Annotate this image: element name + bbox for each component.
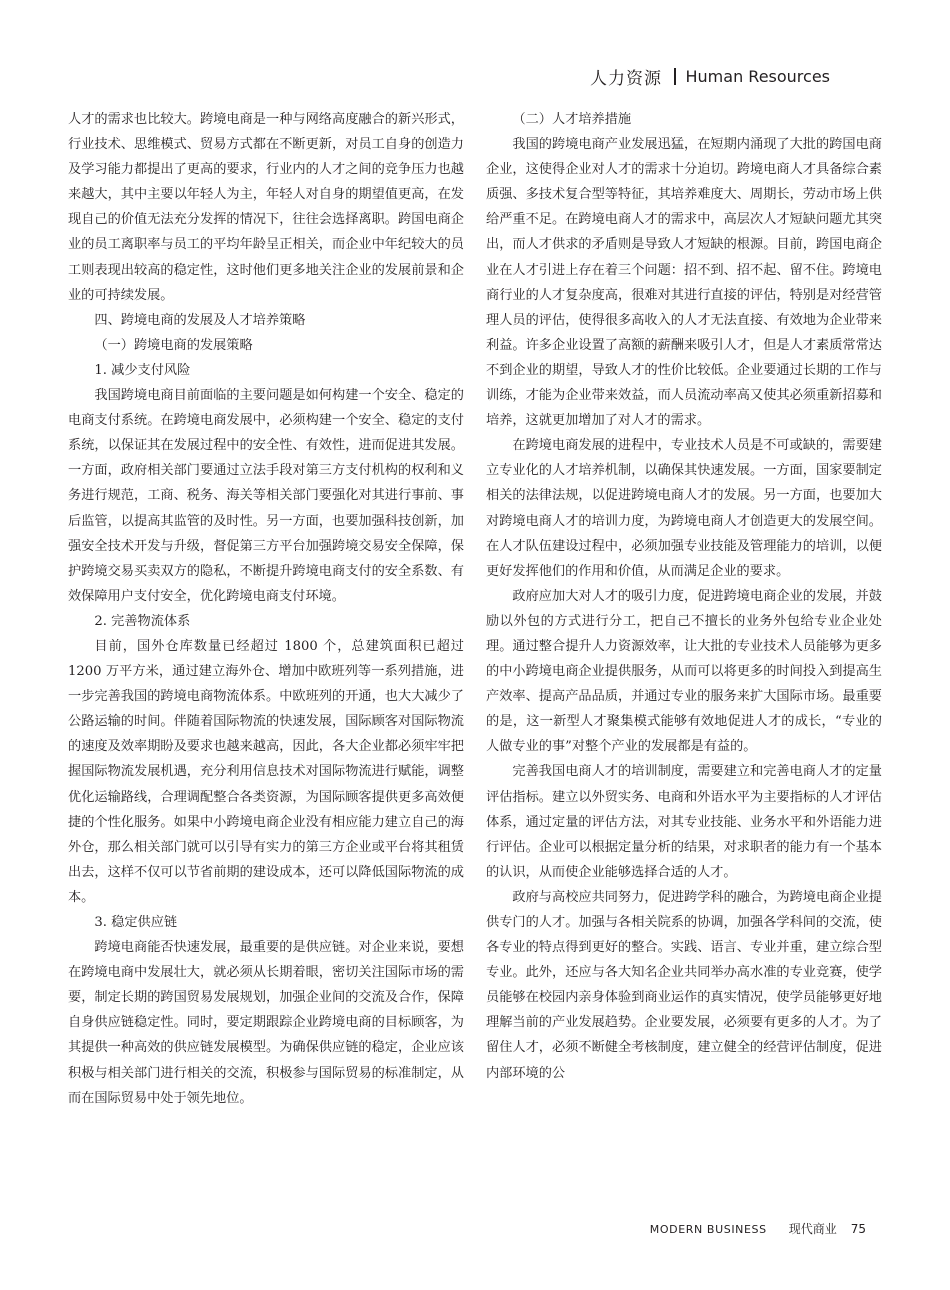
journal-name-en: MODERN BUSINESS bbox=[649, 1223, 767, 1236]
section-heading: 四、跨境电商的发展及人才培养策略 bbox=[94, 312, 306, 328]
item-heading: 2. 完善物流体系 bbox=[94, 613, 191, 629]
item-heading: 1. 减少支付风险 bbox=[94, 362, 191, 378]
paragraph: 跨境电商能否快速发展，最重要的是供应链。对企业来说，要想在跨境电商中发展壮大，就必须从长期着眼，密切关注国际市场的需要，制定长期的跨国贸易发展规划，加强企业间的交流及合作，保障自身供应链稳定性。同时，要定期跟踪企业跨境电商的目标顾客，为其提供一种高效的供应链发展模型。为确保供应链的稳定，企业应该积极与相关部门进行相关的交流，积极参与国际贸易的标准制定，从而在国际贸易中处于领先地位。 bbox=[68, 940, 464, 1106]
paragraph: 政府与高校应共同努力，促进跨学科的融合，为跨境电商企业提供专门的人才。加强与各相关院系的协调，加强各学科间的交流，使各专业的特点得到更好的整合。实践、语言、专业并重，建立综合型专业。此外，还应与各大知名企业共同举办高水准的专业竞赛，使学员能够在校园内亲身体验到商业运作的真实情况，使学员能够更好地理解当前的产业发展趋势。企业要发展，必须要有更多的人才。为了留住人才，必须不断健全考核制度，建立健全的经营评估制度，促进内部环境的公 bbox=[486, 889, 882, 1081]
paragraph-intro: 人才的需求也比较大。跨境电商是一种与网络高度融合的新兴形式，行业技术、思维模式、贸易方式都在不断更新，对员工自身的创造力及学习能力都提出了更高的要求，行业内的人才之间的竞争压力也越来越大，其中主要以年轻人为主，年轻人对自身的期望值更高，在发现自己的价值无法充分发挥的情况下，往往会选择离职。跨国电商企业的员工离职率与员工的平均年龄呈正相关，而企业中年纪较大的员工则表现出较高的稳定性，这时他们更多地关注企业的发展前景和企业的可持续发展。 bbox=[68, 112, 464, 303]
paragraph: 政府应加大对人才的吸引力度，促进跨境电商企业的发展，并鼓励以外包的方式进行分工，把自己不擅长的业务外包给专业企业处理。通过整合提升人力资源效率，让大批的专业技术人员能够为更多的中小跨境电商企业提供服务，从而可以将更多的时间投入到提高生产效率、提高产品品质，并通过专业的服务来扩大国际市场。最重要的是，这一新型人才聚集模式能够有效地促进人才的成长，“专业的人做专业的事”对整个产业的发展都是有益的。 bbox=[486, 588, 882, 755]
running-footer bbox=[650, 1220, 866, 1237]
paragraph: 我国的跨境电商产业发展迅猛，在短期内涌现了大批的跨国电商企业，这使得企业对人才的需求十分迫切。跨境电商人才具备综合素质强、多技术复合型等特征，其培养难度大、周期长，劳动市场上供给严重不足。在跨境电商人才的需求中，高层次人才短缺问题尤其突出，而人才供求的矛盾则是导致人才短缺的根源。目前，跨国电商企业在人才引进上存在着三个问题：招不到、招不起、留不住。跨境电商行业的人才复杂度高，很难对其进行直接的评估，特别是对经营管理人员的评估，使得很多高收入的人才无法直接、有效地为企业带来利益。许多企业设置了高额的薪酬来吸引人才，但是人才素质常常达不到企业的期望，导致人才的性价比较低。企业要通过长期的工作与训练，才能为企业带来效益，而人员流动率高又使其必须重新招募和培养，这就更加增加了对人才的需求。 bbox=[486, 137, 882, 429]
item-heading: 3. 稳定供应链 bbox=[94, 915, 178, 930]
page-number: 75 bbox=[850, 1222, 866, 1236]
subsection-heading: （一）跨境电商的发展策略 bbox=[94, 337, 253, 353]
paragraph: 我国跨境电商目前面临的主要问题是如何构建一个安全、稳定的电商支付系统。在跨境电商发展中，必须构建一个安全、稳定的支付系统，以保证其在发展过程中的安全性、有效性，进而促进其发展。一方面，政府相关部门要通过立法手段对第三方支付机构的权利和义务进行规范，工商、税务、海关等相关部门要强化对其进行事前、事后监管，以提高其监管的及时性。另一方面，也要加强科技创新，加强安全技术开发与升级，督促第三方平台加强跨境交易安全保障，保护跨境交易买卖双方的隐私，不断提升跨境电商支付的安全系数、有效保障用户支付安全，优化跨境电商支付环境。 bbox=[68, 388, 464, 604]
section-title-en: Human Resources bbox=[685, 67, 830, 86]
left-column bbox=[68, 107, 464, 1111]
paragraph: 目前，国外仓库数量已经超过 1800 个，总建筑面积已超过 1200 万平方米，通过建立海外仓、增加中欧班列等一系列措施，进一步完善我国的跨境电商物流体系。中欧班列的开通，也大大减少了公路运输的时间。伴随着国际物流的快速发展，国际顾客对国际物流的速度及效率期盼及要求也越来越高，因此，各大企业都必须牢牢把握国际物流发展机遇，充分利用信息技术对国际物流进行赋能，调整优化运输路线，合理调配整合各类资源，为国际顾客提供更多高效便捷的个性化服务。如果中小跨境电商企业没有相应能力建立自己的海外仓，那么相关部门就可以引导有实力的第三方企业或平台将其租赁出去，这样不仅可以节省前期的建设成本，还可以降低国际物流的成本。 bbox=[68, 638, 464, 905]
paragraph: 在跨境电商发展的进程中，专业技术人员是不可或缺的，需要建立专业化的人才培养机制，以确保其快速发展。一方面，国家要制定相关的法律法规，以促进跨境电商人才的发展。另一方面，也要加大对跨境电商人才的培训力度，为跨境电商人才创造更大的发展空间。在人才队伍建设过程中，必须加强专业技能及管理能力的培训，以便更好发挥他们的作用和价值，从而满足企业的要求。 bbox=[486, 438, 882, 579]
right-column bbox=[486, 107, 882, 1086]
running-header bbox=[590, 64, 830, 89]
subsection-heading: （二）人才培养措施 bbox=[512, 112, 632, 127]
journal-name-cn: 现代商业 bbox=[788, 1222, 837, 1236]
paragraph: 完善我国电商人才的培训制度，需要建立和完善电商人才的定量评估指标。建立以外贸实务、电商和外语水平为主要指标的人才评估体系，通过定量的评估方法，对其专业技能、业务水平和外语能力进行评估。企业可以根据定量分析的结果，对求职者的能力有一个基本的认识，从而使企业能够选择合适的人才。 bbox=[486, 764, 882, 880]
header-divider bbox=[674, 68, 676, 85]
section-title-cn: 人力资源 bbox=[590, 69, 662, 89]
